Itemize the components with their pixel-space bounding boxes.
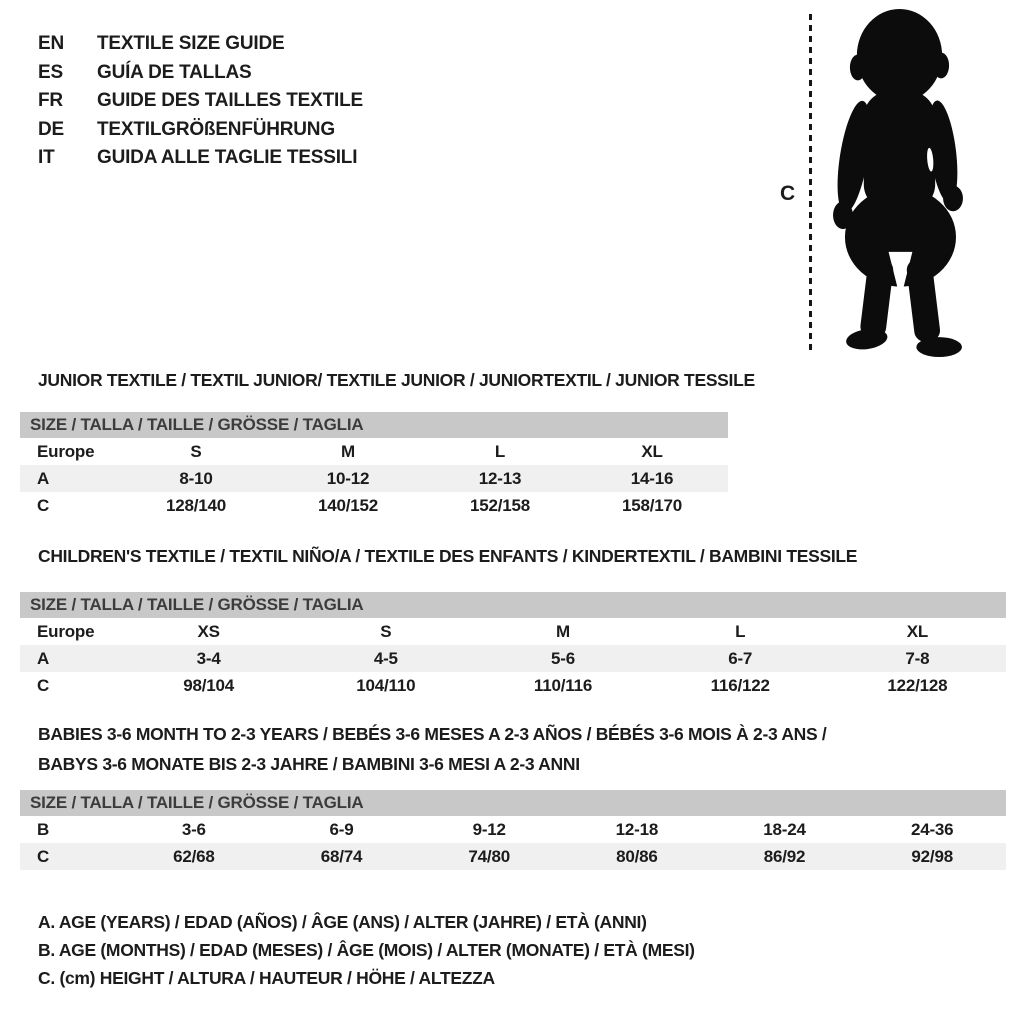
height-cell: 128/140 [165,495,227,515]
height-cell: 98/104 [183,675,234,695]
size-cell: S [380,621,392,641]
height-cell: 116/122 [710,675,770,695]
age-cell: 18-24 [763,819,806,839]
height-cell: 158/170 [621,495,683,515]
height-cell: 92/98 [911,846,953,866]
height-measure-label: C [780,182,796,205]
language-code: DE [38,118,64,140]
row-label: Europe [37,441,95,461]
language-code: ES [38,61,63,83]
babies-heading-line-2: BABYS 3-6 MONATE BIS 2-3 JAHRE / BAMBINI 3-6 MESI A 2-3 ANNI [38,753,580,774]
language-code: IT [38,147,55,169]
height-cell: 122/128 [887,675,948,695]
language-code: EN [38,33,64,54]
table-row-age [20,465,728,492]
language-row [38,116,363,145]
guide-title: GUIDA ALLE TAGLIE TESSILI [97,147,358,169]
height-cell: 74/80 [468,846,510,866]
babies-size-table [20,790,1006,870]
table-row-height [20,843,1006,870]
age-cell: 8-10 [179,468,213,488]
row-label: A [37,468,50,488]
age-cell: 10-12 [326,468,370,488]
language-row [38,59,363,88]
size-cell: L [494,441,506,461]
size-cell: XL [641,441,663,461]
section-heading-children: CHILDREN'S TEXTILE / TEXTIL NIÑO/A / TEXTILE DES ENFANTS / KINDERTEXTIL / BAMBINI TESSILE [38,546,858,566]
height-cell: 110/116 [533,675,593,695]
height-measure-line [809,14,812,354]
size-header-bar: SIZE / TALLA / TAILLE / GRÖSSE / TAGLIA [20,592,1006,618]
age-cell: 6-7 [728,648,753,668]
row-label: C [37,675,50,695]
language-row [38,144,363,173]
size-cell: XL [906,621,929,641]
table-row-age-months [20,816,1006,843]
size-cell: XS [197,621,220,641]
guide-title: GUÍA DE TALLAS [97,61,252,83]
table-row-europe [20,438,728,465]
age-cell: 9-12 [472,819,506,839]
height-cell: 68/74 [320,846,363,866]
height-cell: 80/86 [616,846,658,866]
row-label: C [37,495,50,515]
height-cell: 86/92 [763,846,806,866]
guide-title: TEXTILGRÖßENFÜHRUNG [97,118,335,140]
age-cell: 12-13 [478,468,522,488]
row-label: A [37,648,50,668]
row-label: Europe [37,621,95,641]
row-label: C [37,846,50,866]
table-row-height [20,492,728,519]
age-cell: 5-6 [551,648,575,668]
table-row-age [20,645,1006,672]
table-row-height [20,672,1006,699]
age-cell: 3-6 [181,819,206,839]
age-cell: 14-16 [630,468,674,488]
age-cell: 24-36 [910,819,954,839]
legend-line-a: A. AGE (YEARS) / EDAD (AÑOS) / ÂGE (ANS) / ALTER (JAHRE) / ETÀ (ANNI) [38,912,647,932]
height-cell: 104/110 [356,675,416,695]
size-cell: M [341,441,355,461]
legend-line-c: C. (cm) HEIGHT / ALTURA / HAUTEUR / HÖHE / ALTEZZA [38,968,495,988]
legend-line-b: B. AGE (MONTHS) / EDAD (MESES) / ÂGE (MOIS) / ALTER (MONATE) / ETÀ (MESI) [38,940,695,960]
language-row [38,87,363,116]
row-label: B [37,819,50,839]
children-size-table [20,592,1006,699]
size-cell: M [556,621,570,641]
age-cell: 4-5 [373,648,398,668]
language-code: FR [38,90,63,112]
height-cell: 62/68 [173,846,215,866]
age-cell: 7-8 [905,648,930,668]
language-row [38,30,363,59]
guide-title: TEXTILE SIZE GUIDE [97,33,285,54]
age-cell: 3-4 [196,648,221,668]
baby-silhouette-icon [815,6,980,361]
size-header-bar: SIZE / TALLA / TAILLE / GRÖSSE / TAGLIA [20,412,728,438]
table-row-europe [20,618,1006,645]
height-cell: 152/158 [469,495,531,515]
babies-heading-line-1: BABIES 3-6 MONTH TO 2-3 YEARS / BEBÉS 3-6 MESES A 2-3 AÑOS / BÉBÉS 3-6 MOIS À 2-3 ANS / [38,724,827,744]
age-cell: 6-9 [329,819,354,839]
language-title-list [38,30,363,173]
junior-size-table [20,412,728,519]
guide-title: GUIDE DES TAILLES TEXTILE [97,90,363,112]
size-header-bar: SIZE / TALLA / TAILLE / GRÖSSE / TAGLIA [20,790,1006,816]
section-heading-junior: JUNIOR TEXTILE / TEXTIL JUNIOR/ TEXTILE JUNIOR / JUNIORTEXTIL / JUNIOR TESSILE [38,370,755,390]
section-heading-babies [38,720,827,779]
size-cell: S [190,441,202,461]
legend [38,908,695,992]
height-cell: 140/152 [317,495,379,515]
age-cell: 12-18 [615,819,659,839]
size-cell: L [735,621,746,641]
